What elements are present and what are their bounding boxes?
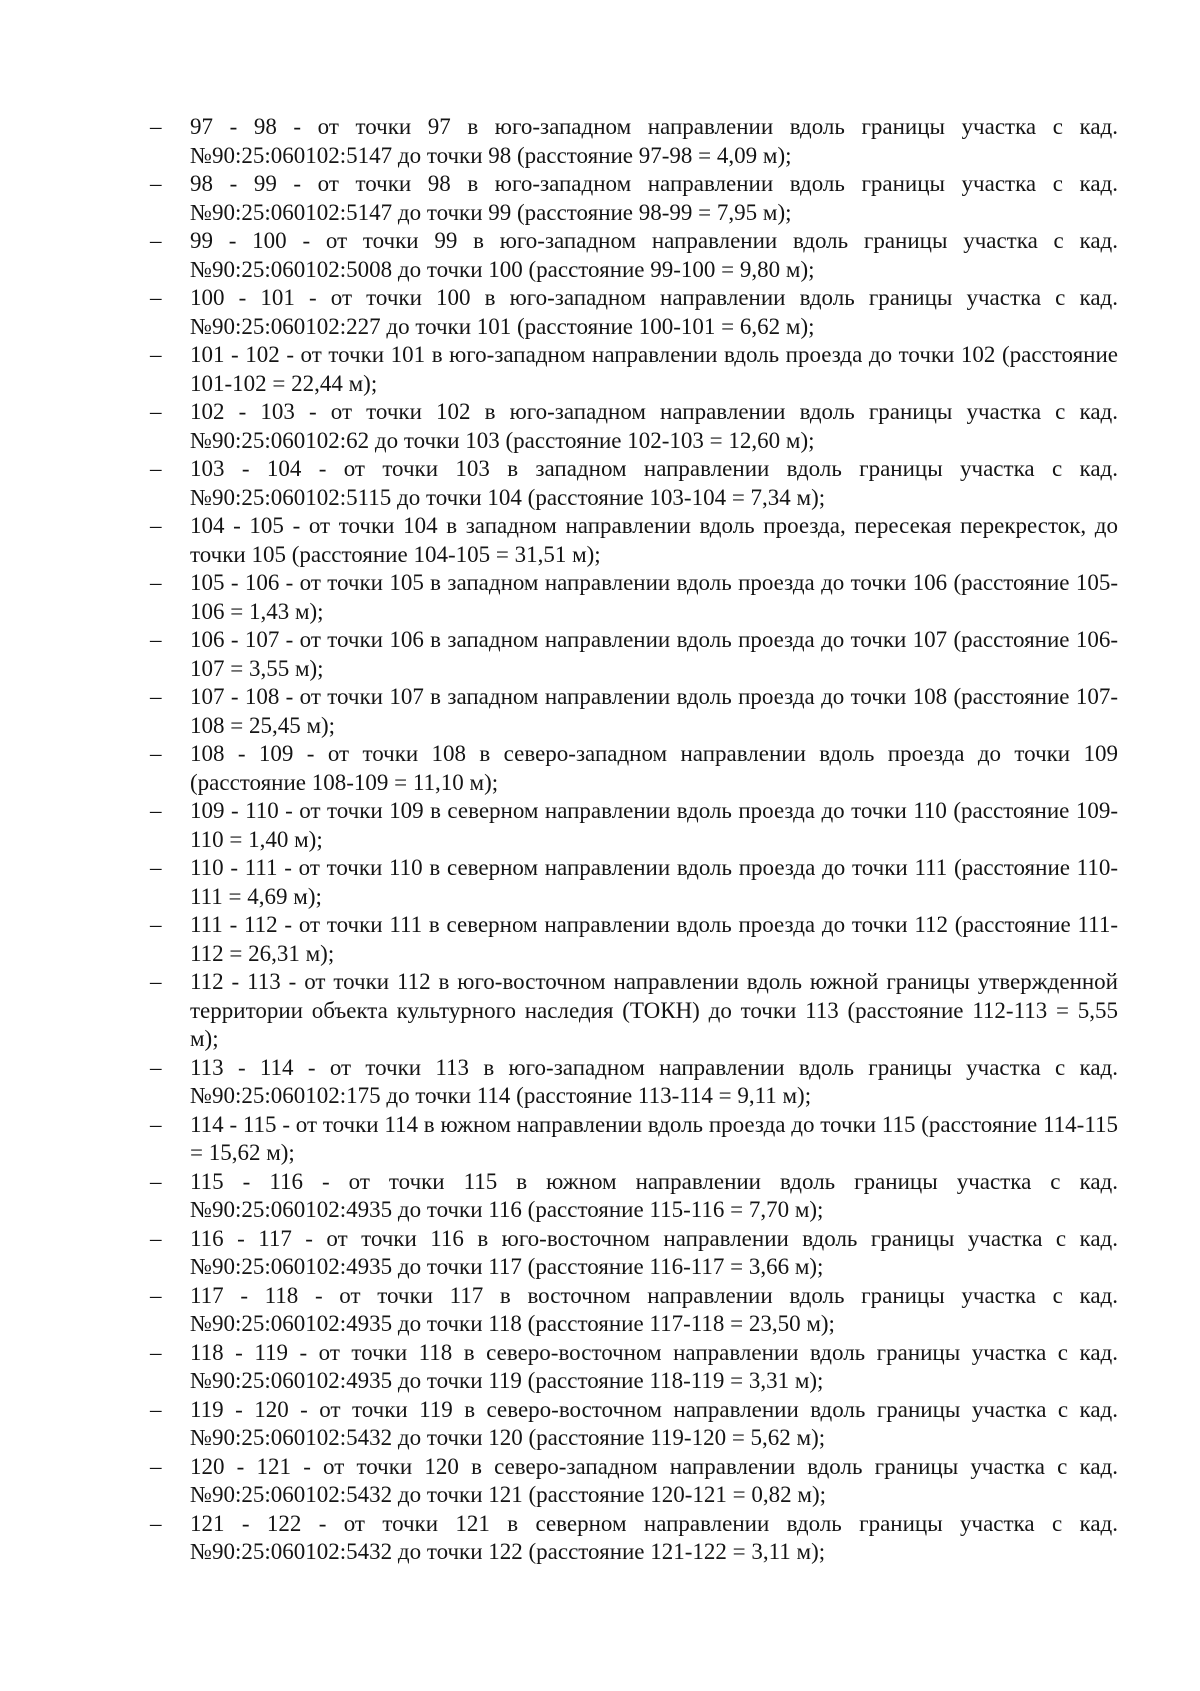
segment-description: 117 - 118 - от точки 117 в восточном направлении вдоль границы участка с кад. №90:25:060102:4935 до точки 118 (расстояние 117-118 = 23,50 м); xyxy=(190,1282,1118,1336)
list-item xyxy=(150,1510,1118,1567)
list-item xyxy=(150,1168,1118,1225)
dash-bullet-icon: – xyxy=(150,285,162,310)
dash-bullet-icon: – xyxy=(150,627,162,652)
dash-bullet-icon: – xyxy=(150,1453,162,1479)
list-item xyxy=(150,455,1118,512)
segment-description: 113 - 114 - от точки 113 в юго-западном направлении вдоль границы участка с кад. №90:25:060102:175 до точки 114 (расстояние 113-114 = 9,11 м); xyxy=(190,1054,1118,1108)
dash-bullet-icon: – xyxy=(150,456,162,481)
segment-description: 107 - 108 - от точки 107 в западном направлении вдоль проезда до точки 108 (расстояние 107-108 = 25,45 м); xyxy=(190,684,1118,738)
list-item xyxy=(150,797,1118,854)
list-item xyxy=(150,1225,1118,1282)
segment-description: 98 - 99 - от точки 98 в юго-западном направлении вдоль границы участка с кад. №90:25:060102:5147 до точки 99 (расстояние 98-99 = 7,95 м); xyxy=(190,171,1118,225)
list-item xyxy=(150,1339,1118,1396)
segment-description: 97 - 98 - от точки 97 в юго-западном направлении вдоль границы участка с кад. №90:25:060102:5147 до точки 98 (расстояние 97-98 = 4,09 м); xyxy=(190,114,1118,168)
segment-description: 100 - 101 - от точки 100 в юго-западном направлении вдоль границы участка с кад. №90:25:060102:227 до точки 101 (расстояние 100-101 = 6,62 м); xyxy=(190,285,1118,339)
dash-bullet-icon: – xyxy=(150,1111,162,1137)
dash-bullet-icon: – xyxy=(150,171,162,196)
list-item xyxy=(150,512,1118,569)
dash-bullet-icon: – xyxy=(150,342,162,367)
segment-description: 99 - 100 - от точки 99 в юго-западном направлении вдоль границы участка с кад. №90:25:060102:5008 до точки 100 (расстояние 99-100 = 9,80 м); xyxy=(190,228,1118,282)
segment-description: 115 - 116 - от точки 115 в южном направлении вдоль границы участка с кад. №90:25:060102:4935 до точки 116 (расстояние 115-116 = 7,70 м); xyxy=(190,1168,1118,1222)
segment-description: 120 - 121 - от точки 120 в северо-западном направлении вдоль границы участка с кад. №90:25:060102:5432 до точки 121 (расстояние 120-121 = 0,82 м); xyxy=(190,1453,1118,1507)
segment-description: 104 - 105 - от точки 104 в западном направлении вдоль проезда, пересекая перекресток, до точки 105 (расстояние 104-105 = 31,51 м); xyxy=(190,513,1118,567)
dash-bullet-icon: – xyxy=(150,741,162,766)
segment-description: 114 - 115 - от точки 114 в южном направлении вдоль проезда до точки 115 (расстояние 114-115 = 15,62 м); xyxy=(190,1111,1118,1165)
list-item xyxy=(150,569,1118,626)
dash-bullet-icon: – xyxy=(150,399,162,424)
segment-description: 103 - 104 - от точки 103 в западном направлении вдоль границы участка с кад. №90:25:060102:5115 до точки 104 (расстояние 103-104 = 7,34 м); xyxy=(190,456,1118,510)
dash-bullet-icon: – xyxy=(150,1339,162,1365)
segment-description: 105 - 106 - от точки 105 в западном направлении вдоль проезда до точки 106 (расстояние 105-106 = 1,43 м); xyxy=(190,570,1118,624)
dash-bullet-icon: – xyxy=(150,798,162,823)
list-item xyxy=(150,1396,1118,1453)
list-item xyxy=(150,284,1118,341)
segment-description: 109 - 110 - от точки 109 в северном направлении вдоль проезда до точки 110 (расстояние 109-110 = 1,40 м); xyxy=(190,798,1118,852)
segment-description: 101 - 102 - от точки 101 в юго-западном направлении вдоль проезда до точки 102 (расстояние 101-102 = 22,44 м); xyxy=(190,342,1118,396)
list-item xyxy=(150,170,1118,227)
list-item xyxy=(150,341,1118,398)
segment-description: 112 - 113 - от точки 112 в юго-восточном направлении вдоль южной границы утвержденной территории объекта культурного наследия (ТОКН) до точки 113 (расстояние 112-113 = 5,55 м); xyxy=(190,969,1118,1051)
list-item xyxy=(150,740,1118,797)
list-item xyxy=(150,626,1118,683)
segment-description: 106 - 107 - от точки 106 в западном направлении вдоль проезда до точки 107 (расстояние 106-107 = 3,55 м); xyxy=(190,627,1118,681)
dash-bullet-icon: – xyxy=(150,1396,162,1422)
list-item xyxy=(150,113,1118,170)
list-item xyxy=(150,683,1118,740)
dash-bullet-icon: – xyxy=(150,1054,162,1080)
dash-bullet-icon: – xyxy=(150,1282,162,1308)
list-item xyxy=(150,398,1118,455)
list-item xyxy=(150,1453,1118,1510)
dash-bullet-icon: – xyxy=(150,1510,162,1536)
segment-description: 116 - 117 - от точки 116 в юго-восточном направлении вдоль границы участка с кад. №90:25:060102:4935 до точки 117 (расстояние 116-117 = 3,66 м); xyxy=(190,1225,1118,1279)
boundary-segment-list xyxy=(150,113,1118,1567)
list-item xyxy=(150,1111,1118,1168)
list-item xyxy=(150,968,1118,1054)
segment-description: 110 - 111 - от точки 110 в северном направлении вдоль проезда до точки 111 (расстояние 110-111 = 4,69 м); xyxy=(190,855,1118,909)
dash-bullet-icon: – xyxy=(150,1168,162,1194)
list-item xyxy=(150,1282,1118,1339)
dash-bullet-icon: – xyxy=(150,969,162,994)
list-item xyxy=(150,911,1118,968)
dash-bullet-icon: – xyxy=(150,114,162,139)
dash-bullet-icon: – xyxy=(150,1225,162,1251)
dash-bullet-icon: – xyxy=(150,912,162,937)
dash-bullet-icon: – xyxy=(150,570,162,595)
dash-bullet-icon: – xyxy=(150,855,162,880)
segment-description: 119 - 120 - от точки 119 в северо-восточном направлении вдоль границы участка с кад. №90:25:060102:5432 до точки 120 (расстояние 119-120 = 5,62 м); xyxy=(190,1396,1118,1450)
list-item xyxy=(150,854,1118,911)
segment-description: 111 - 112 - от точки 111 в северном направлении вдоль проезда до точки 112 (расстояние 111-112 = 26,31 м); xyxy=(190,912,1118,966)
segment-description: 108 - 109 - от точки 108 в северо-западном направлении вдоль проезда до точки 109 (расстояние 108-109 = 11,10 м); xyxy=(190,741,1118,795)
dash-bullet-icon: – xyxy=(150,513,162,538)
segment-description: 102 - 103 - от точки 102 в юго-западном направлении вдоль границы участка с кад. №90:25:060102:62 до точки 103 (расстояние 102-103 = 12,60 м); xyxy=(190,399,1118,453)
dash-bullet-icon: – xyxy=(150,684,162,709)
list-item xyxy=(150,227,1118,284)
segment-description: 118 - 119 - от точки 118 в северо-восточном направлении вдоль границы участка с кад. №90:25:060102:4935 до точки 119 (расстояние 118-119 = 3,31 м); xyxy=(190,1339,1118,1393)
list-item xyxy=(150,1054,1118,1111)
dash-bullet-icon: – xyxy=(150,228,162,253)
segment-description: 121 - 122 - от точки 121 в северном направлении вдоль границы участка с кад. №90:25:060102:5432 до точки 122 (расстояние 121-122 = 3,11 м); xyxy=(190,1510,1118,1564)
